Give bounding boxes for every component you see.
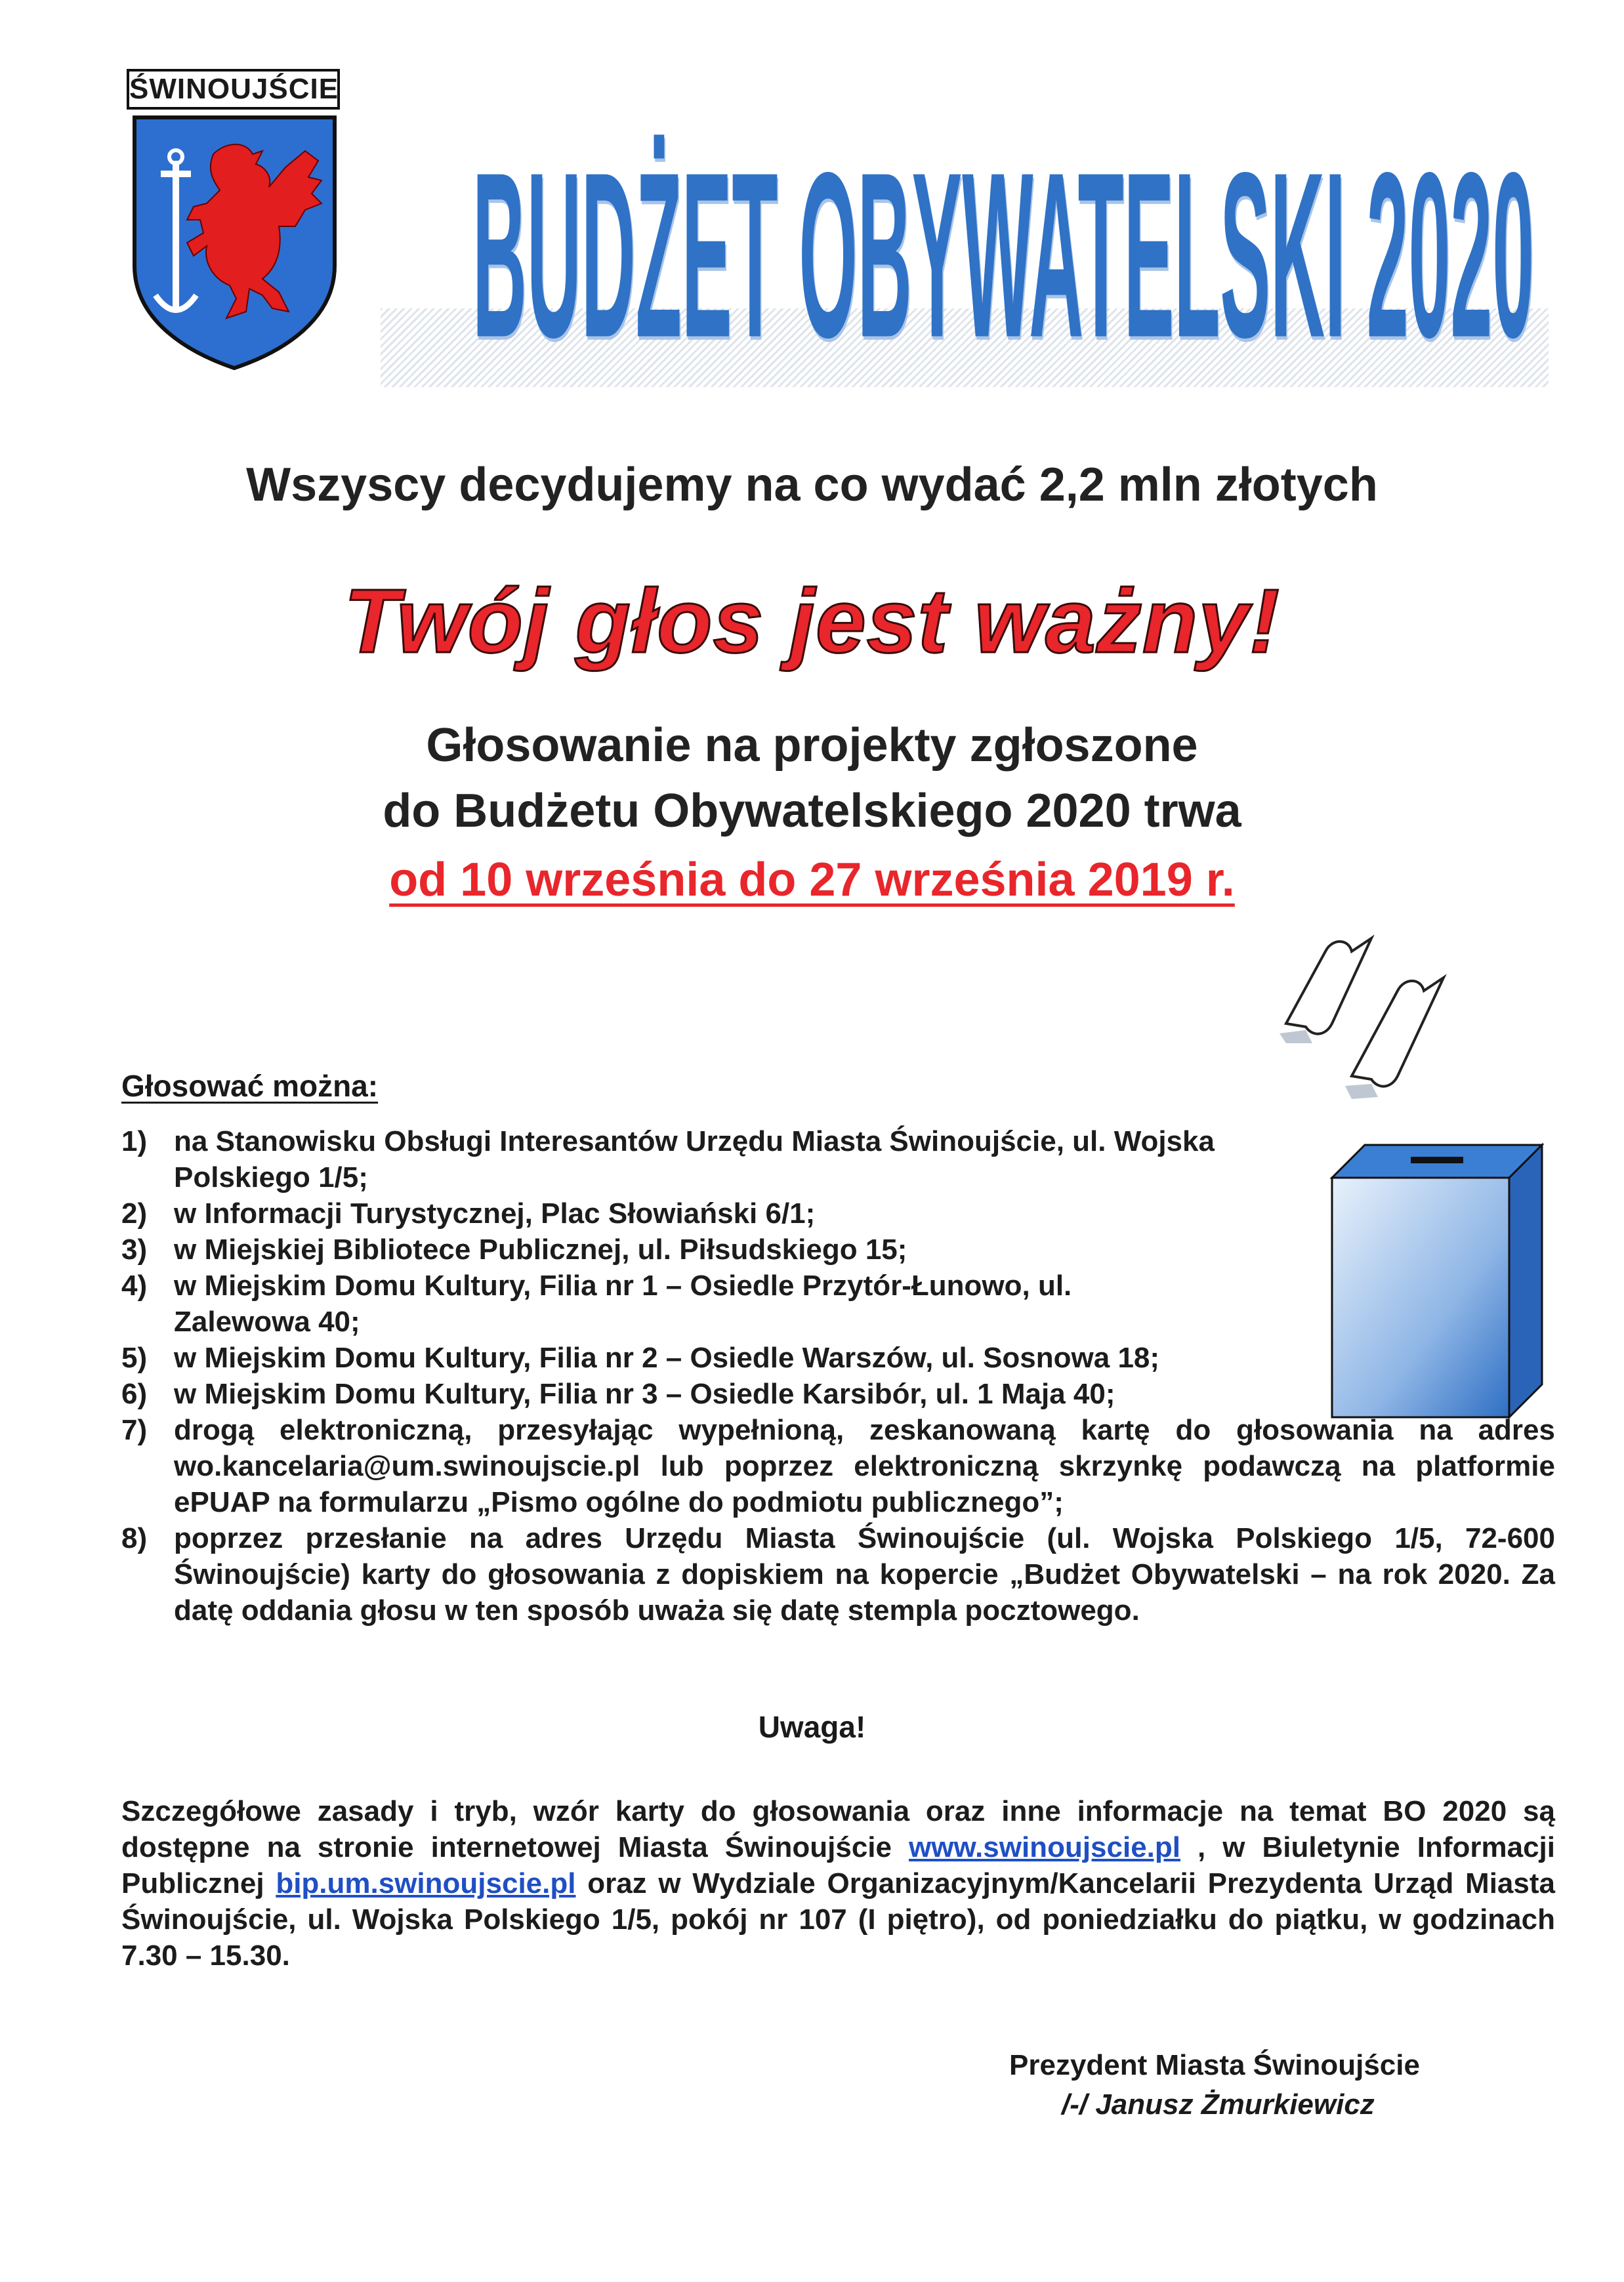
list-item — [121, 1232, 1555, 1268]
website-link[interactable]: www.swinoujscie.pl — [909, 1831, 1181, 1863]
signature-name: /-/ Janusz Żmurkiewicz — [1062, 2088, 1375, 2121]
list-item-number: 1) — [121, 1125, 148, 1157]
voting-line-2: do Budżetu Obywatelskiego 2020 trwa — [383, 785, 1241, 837]
note-text-3: oraz w Wydziale Organizacyjnym/Kancelarii Prezydenta Urząd Miasta Świnoujście, ul. Wojska Polskiego 1/5, pokój nr 107 (I piętro), od poniedziałku do piątku, w godzinach 7.30 – 15.30. — [121, 1867, 1555, 1972]
list-item-text: w Miejskiej Bibliotece Publicznej, ul. Piłsudskiego 15; — [174, 1234, 907, 1266]
methods-heading: Głosować można: — [121, 1069, 379, 1103]
list-item — [121, 1412, 1555, 1520]
list-item-text: drogą elektroniczną, przesyłając wypełnioną, zeskanowaną kartę do głosowania na adres wo.kancelaria@um.swinoujscie.pl lub poprzez elektroniczną skrzynkę podawczą na platformie ePUAP na formularzu „Pismo ogólne do podmiotu publicznego”; — [174, 1414, 1555, 1518]
list-item-text: w Miejskim Domu Kultury, Filia nr 1 – Osiedle Przytór-Łunowo, ul. Zalewowa 40; — [174, 1270, 1072, 1338]
list-item-number: 4) — [121, 1270, 148, 1302]
page-title: BUDŻET OBYWATELSKI 2020 — [472, 123, 1535, 387]
list-item — [121, 1195, 1555, 1232]
list-item-number: 3) — [121, 1234, 148, 1266]
list-item-number: 8) — [121, 1522, 148, 1554]
note-body — [121, 1793, 1555, 1974]
voting-line-1: Głosowanie na projekty zgłoszone — [426, 719, 1198, 772]
signature-block — [1009, 2046, 1468, 2125]
list-item — [121, 1123, 1555, 1195]
shield-icon — [121, 115, 348, 371]
crest-label: ŚWINOUJŚCIE — [127, 69, 340, 110]
list-item-number: 6) — [121, 1378, 148, 1410]
list-item-text: w Miejskim Domu Kultury, Filia nr 3 – Osiedle Karsibór, ul. 1 Maja 40; — [174, 1378, 1115, 1410]
list-item — [121, 1520, 1555, 1629]
list-item — [121, 1376, 1555, 1412]
list-item-text: na Stanowisku Obsługi Interesantów Urzędu Miasta Świnoujście, ul. Wojska Polskiego 1/5; — [174, 1125, 1215, 1193]
list-item — [121, 1268, 1555, 1340]
intro-text: Wszyscy decydujemy na co wydać 2,2 mln złotych — [246, 459, 1378, 511]
list-item — [121, 1340, 1555, 1376]
methods-list — [121, 1123, 1555, 1629]
voting-dates: od 10 września do 27 września 2019 r. — [389, 854, 1235, 906]
list-item-number: 2) — [121, 1197, 148, 1230]
list-item-text: poprzez przesłanie na adres Urzędu Miasta Świnoujście (ul. Wojska Polskiego 1/5, 72-600 Świnoujście) karty do głosowania z dopiskiem na kopercie „Budżet Obywatelski – na rok 2020. Za datę oddania głosu w ten sposób uważa się datę stempla pocztowego. — [174, 1522, 1555, 1627]
note-heading: Uwaga! — [758, 1710, 866, 1744]
ballot-cards-icon — [1266, 912, 1516, 1109]
list-item-text: w Miejskim Domu Kultury, Filia nr 2 – Osiedle Warszów, ul. Sosnowa 18; — [174, 1342, 1160, 1374]
list-item-text: w Informacji Turystycznej, Plac Słowiański 6/1; — [174, 1197, 816, 1230]
list-item-number: 5) — [121, 1342, 148, 1374]
city-crest — [121, 62, 348, 371]
note-text-1: Szczegółowe zasady i tryb, wzór karty do głosowania oraz inne informacje na temat BO 2020 są dostępne na stronie internetowej Miasta Świnoujście — [121, 1795, 1555, 1863]
bip-link[interactable]: bip.um.swinoujscie.pl — [276, 1867, 576, 1899]
signature-title: Prezydent Miasta Świnoujście — [1009, 2049, 1420, 2081]
slogan: Twój głos jest ważny! — [344, 571, 1280, 672]
list-item-number: 7) — [121, 1414, 148, 1446]
note-text-2: , w Biuletynie Informacji Publicznej — [121, 1831, 1555, 1899]
